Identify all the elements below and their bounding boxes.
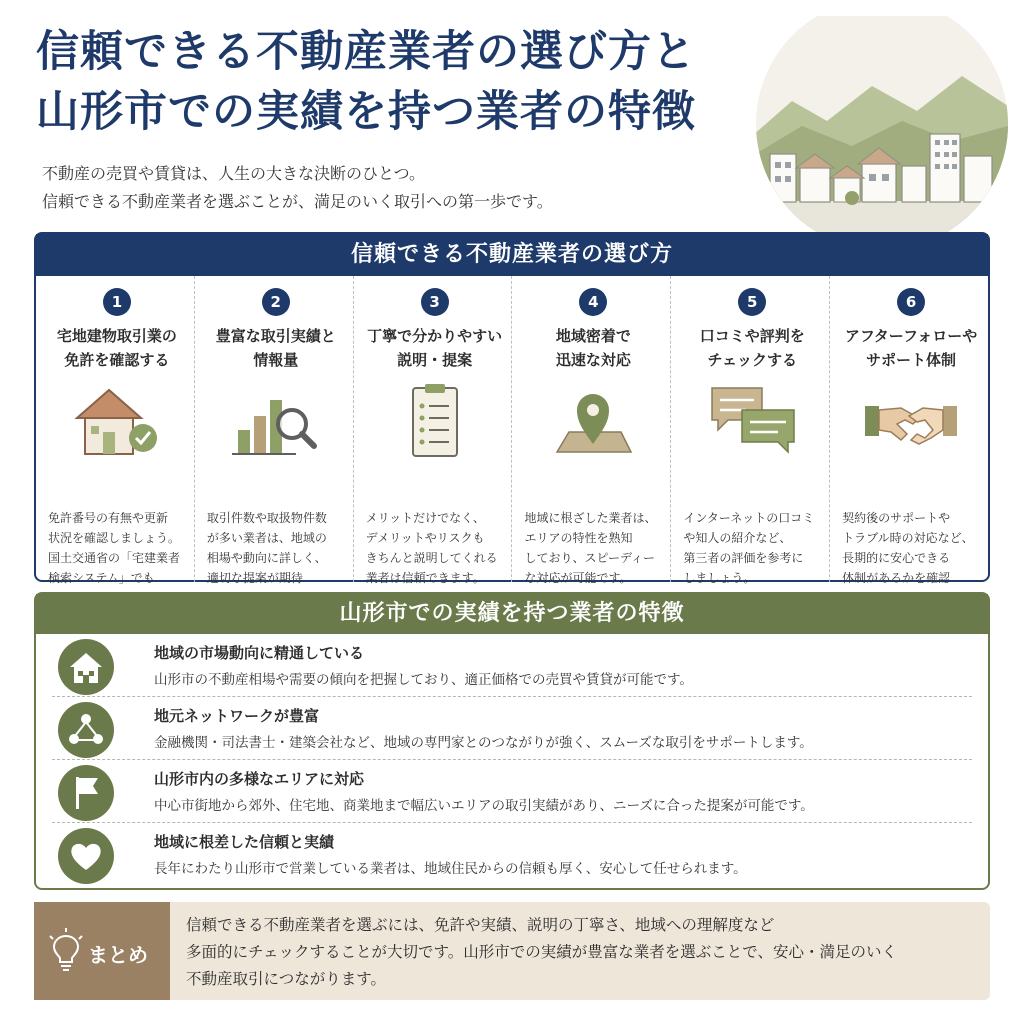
heart-icon: [58, 828, 114, 884]
tip-title: [366, 324, 504, 374]
tip-number: 5: [738, 288, 766, 316]
title-line-1: 信頼できる不動産業者の選び方と: [36, 27, 696, 77]
tip-desc-line: 業者は信頼できます。: [365, 571, 485, 585]
feature-description: 長年にわたり山形市で営業している業者は、地域住民からの信頼も厚く、安心して任せられます。: [154, 861, 747, 877]
title-line-2: 山形市での実績を持つ業者の特徴: [36, 87, 696, 137]
tip-number: 3: [421, 288, 449, 316]
tip-title-line: 豊富な取引実績と: [215, 327, 336, 345]
tip-desc-line: や知人の紹介など、: [683, 531, 792, 545]
flag-icon: [58, 765, 114, 821]
tip-desc-line: 体制があるかを確認: [842, 571, 951, 585]
tip-desc-line: メリットだけでなく、: [365, 511, 485, 525]
feature-description: 山形市の不動産相場や需要の傾向を把握しており、適正価格での売買や賃貸が可能です。: [154, 672, 693, 688]
tip-card-5: [670, 276, 829, 585]
tip-desc-line: インターネットの口コミ: [683, 511, 815, 525]
clipboard-icon: [385, 380, 485, 460]
intro-line-1: 不動産の売買や賃貸は、人生の大きな決断のひとつ。: [42, 164, 426, 183]
summary-line: 信頼できる不動産業者を選ぶには、免許や実績、説明の丁寧さ、地域への理解度など: [186, 916, 775, 934]
tip-title-line: 情報量: [253, 351, 299, 369]
feature-title: 地域の市場動向に精通している: [154, 644, 365, 662]
how-to-choose-section: [34, 232, 990, 585]
summary-label-panel: [34, 902, 170, 1000]
page-title: [36, 22, 756, 142]
tip-desc-line: エリアの特性を熟知: [524, 531, 633, 545]
tip-desc-line: が多い業者は、地域の: [206, 531, 327, 545]
feature-row-3: [52, 760, 972, 823]
houses-icon: [58, 639, 114, 695]
tip-desc-line: 状況を確認しましょう。: [48, 531, 181, 545]
feature-row-4: [52, 823, 972, 885]
feature-row-1: [52, 634, 972, 697]
town-landscape-illustration: [752, 16, 1008, 232]
intro-line-2: 信頼できる不動産業者を選ぶことが、満足のいく取引への第一歩です。: [42, 192, 553, 211]
tip-desc-line: 検索システム」でも: [48, 571, 155, 585]
house-check-icon: [67, 380, 167, 460]
tip-title-line: 迅速な対応: [555, 351, 631, 369]
tip-desc-line: な対応が可能です。: [524, 571, 632, 585]
tip-card-2: [194, 276, 353, 585]
tip-title-line: アフターフォローや: [844, 327, 978, 345]
feature-description: 金融機関・司法書士・建築会社など、地域の専門家とのつながりが強く、スムーズな取引をサポートします。: [154, 735, 813, 751]
handshake-icon: [861, 380, 961, 460]
tip-desc-line: 第三者の評価を参考に: [683, 551, 804, 565]
tip-title: [48, 324, 186, 374]
tip-desc-line: しましょう。: [683, 571, 756, 585]
tip-desc-line: きちんと説明してくれる: [365, 551, 498, 565]
tip-title-line: 説明・提案: [397, 351, 473, 369]
tip-number: 2: [262, 288, 290, 316]
tip-title-line: チェックする: [707, 351, 797, 369]
tip-desc-line: 相場や動向に詳しく、: [206, 551, 327, 565]
summary-box: [34, 902, 990, 1000]
tip-desc-line: 地域に根ざした業者は、: [524, 511, 657, 525]
feature-description: 中心市街地から郊外、住宅地、商業地まで幅広いエリアの取引実績があり、ニーズに合った提案が可能です。: [154, 798, 814, 814]
feature-title: 地域に根差した信頼と実績: [154, 833, 335, 851]
tip-card-3: [353, 276, 512, 585]
summary-line: 不動産取引につながります。: [186, 970, 386, 988]
tip-title-line: 丁寧で分かりやすい: [367, 327, 503, 345]
yamagata-features-section: [34, 592, 990, 890]
feature-title: 地元ネットワークが豊富: [154, 707, 320, 725]
summary-text: [186, 912, 897, 993]
intro-text: [42, 160, 742, 216]
tip-title: [207, 324, 345, 374]
map-pin-icon: [543, 380, 643, 460]
feature-row-2: [52, 697, 972, 760]
tip-desc-line: 免許番号の有無や更新: [48, 511, 169, 525]
tip-desc-line: トラブル時の対応など、: [842, 531, 974, 545]
tip-title-line: 免許を確認する: [64, 351, 170, 369]
tip-title: [524, 324, 662, 374]
tip-title-line: 口コミや評判を: [699, 327, 805, 345]
tip-title: [842, 324, 980, 374]
tip-card-1: [36, 276, 194, 585]
tip-number: 1: [103, 288, 131, 316]
how-to-choose-heading: 信頼できる不動産業者の選び方: [36, 234, 988, 276]
tip-number: 6: [897, 288, 925, 316]
tip-card-6: [829, 276, 988, 585]
speech-bubbles-icon: [702, 380, 802, 460]
summary-label: まとめ: [88, 943, 148, 967]
tip-card-4: [511, 276, 670, 585]
tip-description: [524, 508, 664, 588]
lightbulb-icon: [48, 928, 84, 972]
tip-desc-line: 適切な提案が期待: [206, 571, 303, 585]
tip-title-line: 宅地建物取引業の: [56, 327, 177, 345]
tip-desc-line: 契約後のサポートや: [842, 511, 951, 525]
tip-title-line: 地域密着で: [555, 327, 631, 345]
chart-magnifier-icon: [226, 380, 326, 460]
yamagata-features-heading: 山形市での実績を持つ業者の特徴: [36, 594, 988, 634]
tip-title: [683, 324, 821, 374]
summary-line: 多面的にチェックすることが大切です。山形市での実績が豊富な業者を選ぶことで、安心・満足のいく: [186, 943, 897, 961]
tip-desc-line: 長期的に安心できる: [842, 551, 951, 565]
tip-description: [683, 508, 823, 588]
tip-desc-line: 取引件数や取扱物件数: [206, 511, 327, 525]
tip-title-line: サポート体制: [866, 351, 957, 369]
feature-title: 山形市内の多様なエリアに対応: [154, 770, 365, 788]
tip-desc-line: しており、スピーディー: [524, 551, 656, 565]
tip-desc-line: デメリットやリスクも: [365, 531, 485, 545]
tip-desc-line: 国土交通省の「宅建業者: [48, 551, 181, 565]
tip-number: 4: [579, 288, 607, 316]
network-icon: [58, 702, 114, 758]
tip-description: [366, 508, 506, 588]
